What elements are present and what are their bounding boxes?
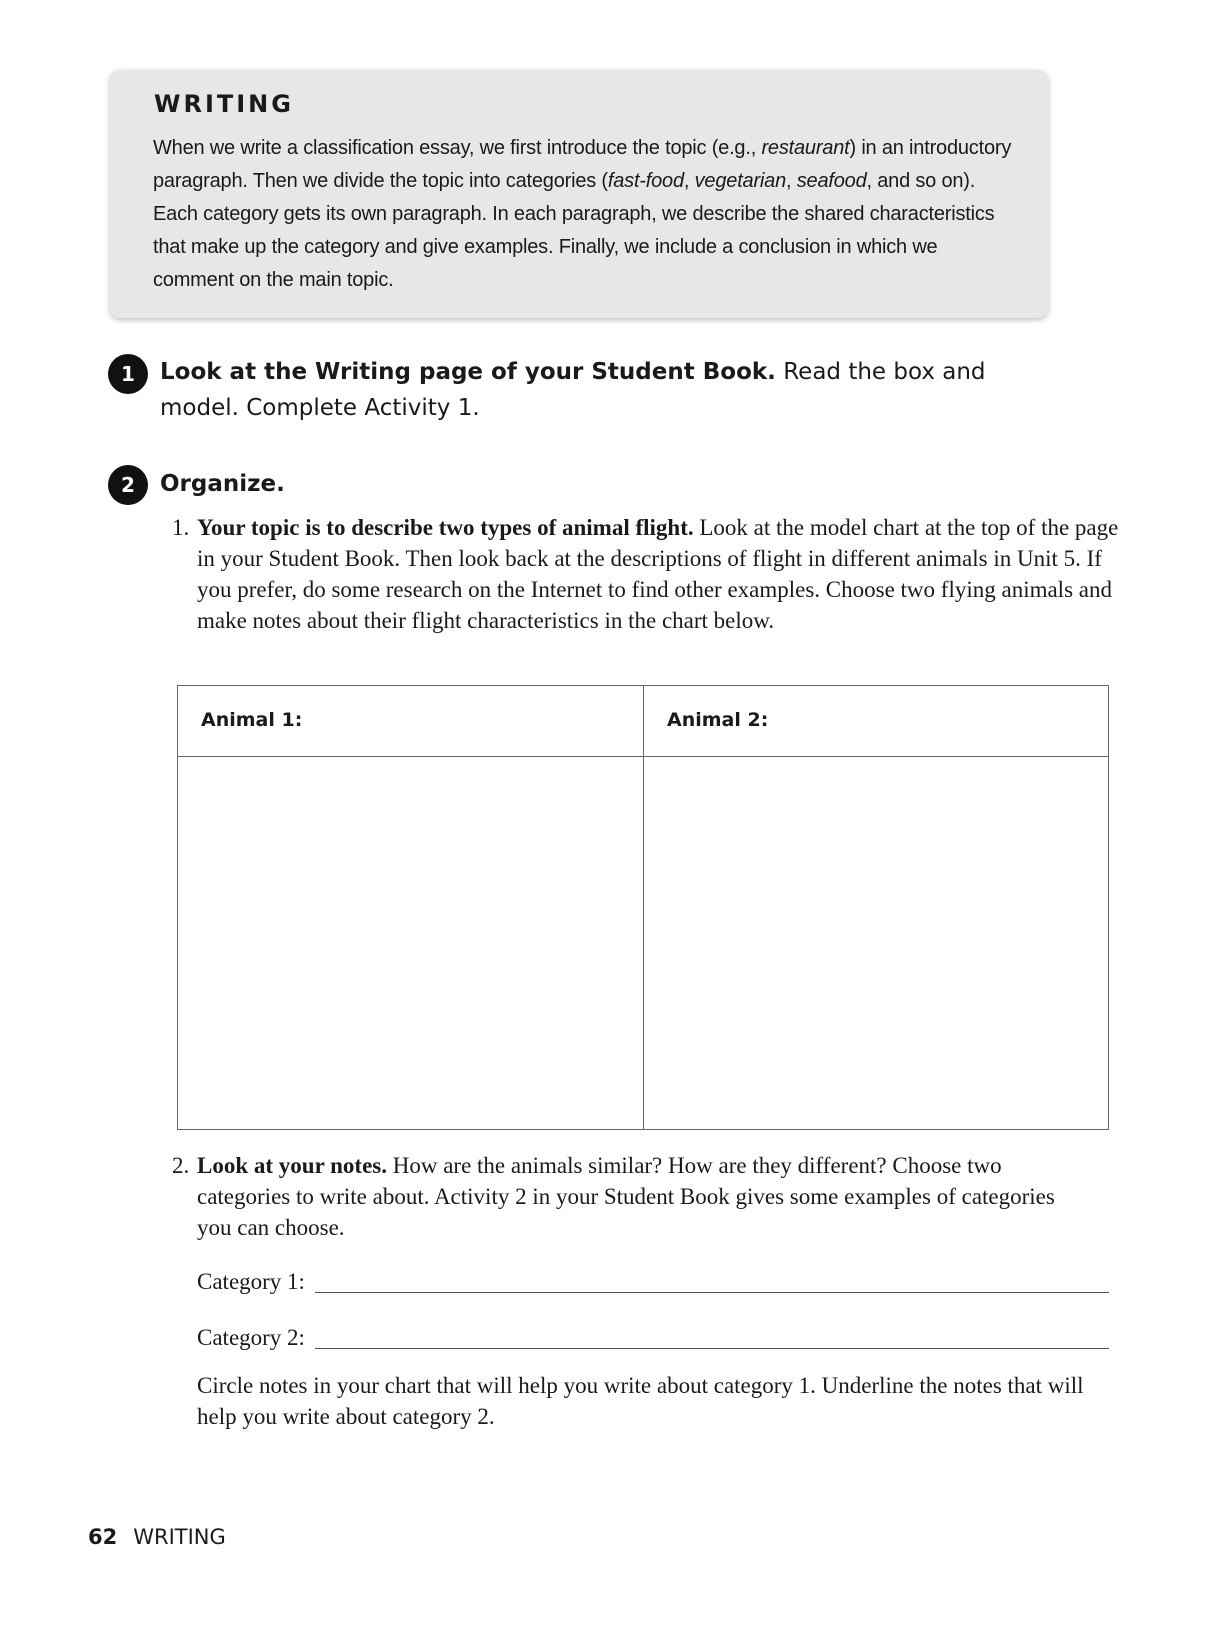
page-footer: [88, 1525, 226, 1549]
chart-divider-horizontal: [178, 756, 1108, 757]
step-2-badge: 2: [108, 465, 148, 505]
chart-divider-vertical: [643, 686, 644, 1129]
item-1-number: 1.: [172, 515, 190, 540]
category-2-write-line[interactable]: [315, 1348, 1109, 1349]
writing-box-text: When we write a classification essay, we first introduce the topic (e.g., restaurant) in an introductory paragraph. Then we divide the topic into categories (fast-food, vegetarian, seafood, and so on). Each category gets its own paragraph. In each paragraph, we describe the shared characteristics that make up the category and give examples. Finally, we include a conclusion in which we comment on the main topic.: [153, 137, 1012, 291]
category-2-row: [197, 1322, 1109, 1356]
step-1-instruction: Look at the Writing page of your Student Book. Read the box and model. Complete Activity 1.: [160, 359, 986, 421]
page-number: 62: [88, 1525, 118, 1549]
item-2-text: Look at your notes. How are the animals similar? How are they different? Choose two categories to write about. Activity 2 in your Student Book gives some examples of categories you can choose.: [197, 1153, 1055, 1240]
item-1-text: Your topic is to describe two types of animal flight. Look at the model chart at the top of the page in your Student Book. Then look back at the descriptions of flight in different animals in Unit 5. If you prefer, do some research on the Internet to find other examples. Choose two flying animals and make notes about their flight characteristics in the chart below.: [197, 515, 1119, 633]
step-1-badge: 1: [108, 354, 148, 394]
category-1-write-line[interactable]: [315, 1292, 1109, 1293]
item-2-number: 2.: [172, 1153, 190, 1178]
writing-box-title: WRITING: [154, 90, 294, 118]
animal-2-header: Animal 2:: [667, 709, 769, 731]
category-2-label: Category 2:: [197, 1325, 305, 1350]
footer-section: WRITING: [133, 1525, 226, 1549]
animal-notes-chart: [177, 685, 1109, 1130]
item-1: [172, 512, 1122, 636]
circle-underline-instruction: Circle notes in your chart that will help you write about category 1. Underline the notes that will help you write about category 2.: [197, 1373, 1084, 1429]
writing-info-box: [110, 70, 1048, 318]
step-2-title: Organize.: [160, 471, 285, 497]
category-1-label: Category 1:: [197, 1269, 305, 1294]
category-1-row: [197, 1266, 1109, 1300]
animal-1-header: Animal 1:: [201, 709, 303, 731]
item-2: [172, 1150, 1122, 1243]
